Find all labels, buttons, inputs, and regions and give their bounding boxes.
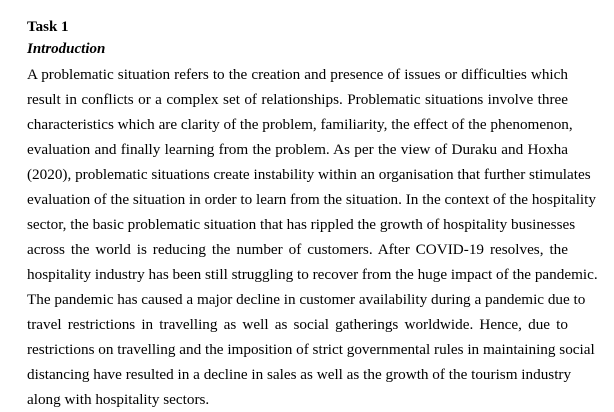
paragraph-line: across the world is reducing the number of customers. After COVID-19 resolves, the: [27, 241, 568, 258]
paragraph-line: travel restrictions in travelling as well as social gatherings worldwide. Hence, due to: [27, 316, 568, 333]
paragraph-line: evaluation of the situation in order to learn from the situation. In the context of the hospitality: [27, 191, 596, 208]
paragraph-line: (2020), problematic situations create instability within an organisation that further stimulates: [27, 166, 591, 183]
introduction-paragraph: [27, 62, 598, 412]
paragraph-line: A problematic situation refers to the creation and presence of issues or difficulties which: [27, 66, 568, 83]
paragraph-line: along with hospitality sectors.: [27, 391, 210, 408]
paragraph-line: characteristics which are clarity of the problem, familiarity, the effect of the phenomenon,: [27, 116, 573, 133]
section-heading-introduction: Introduction: [27, 41, 106, 57]
task-heading: Task 1: [27, 19, 69, 35]
document-body: [27, 16, 598, 412]
paragraph-line: restrictions on travelling and the imposition of strict governmental rules in maintaining social: [27, 341, 595, 358]
paragraph-line: evaluation and finally learning from the problem. As per the view of Duraku and Hoxha: [27, 141, 568, 158]
paragraph-line: sector, the basic problematic situation that has rippled the growth of hospitality businesses: [27, 216, 576, 233]
paragraph-line: hospitality industry has been still struggling to recover from the huge impact of the pandemic.: [27, 266, 598, 283]
paragraph-line: result in conflicts or a complex set of relationships. Problematic situations involve three: [27, 91, 568, 108]
paragraph-line: distancing have resulted in a decline in sales as well as the growth of the tourism industry: [27, 366, 572, 383]
paragraph-line: The pandemic has caused a major decline in customer availability during a pandemic due to: [27, 291, 586, 308]
